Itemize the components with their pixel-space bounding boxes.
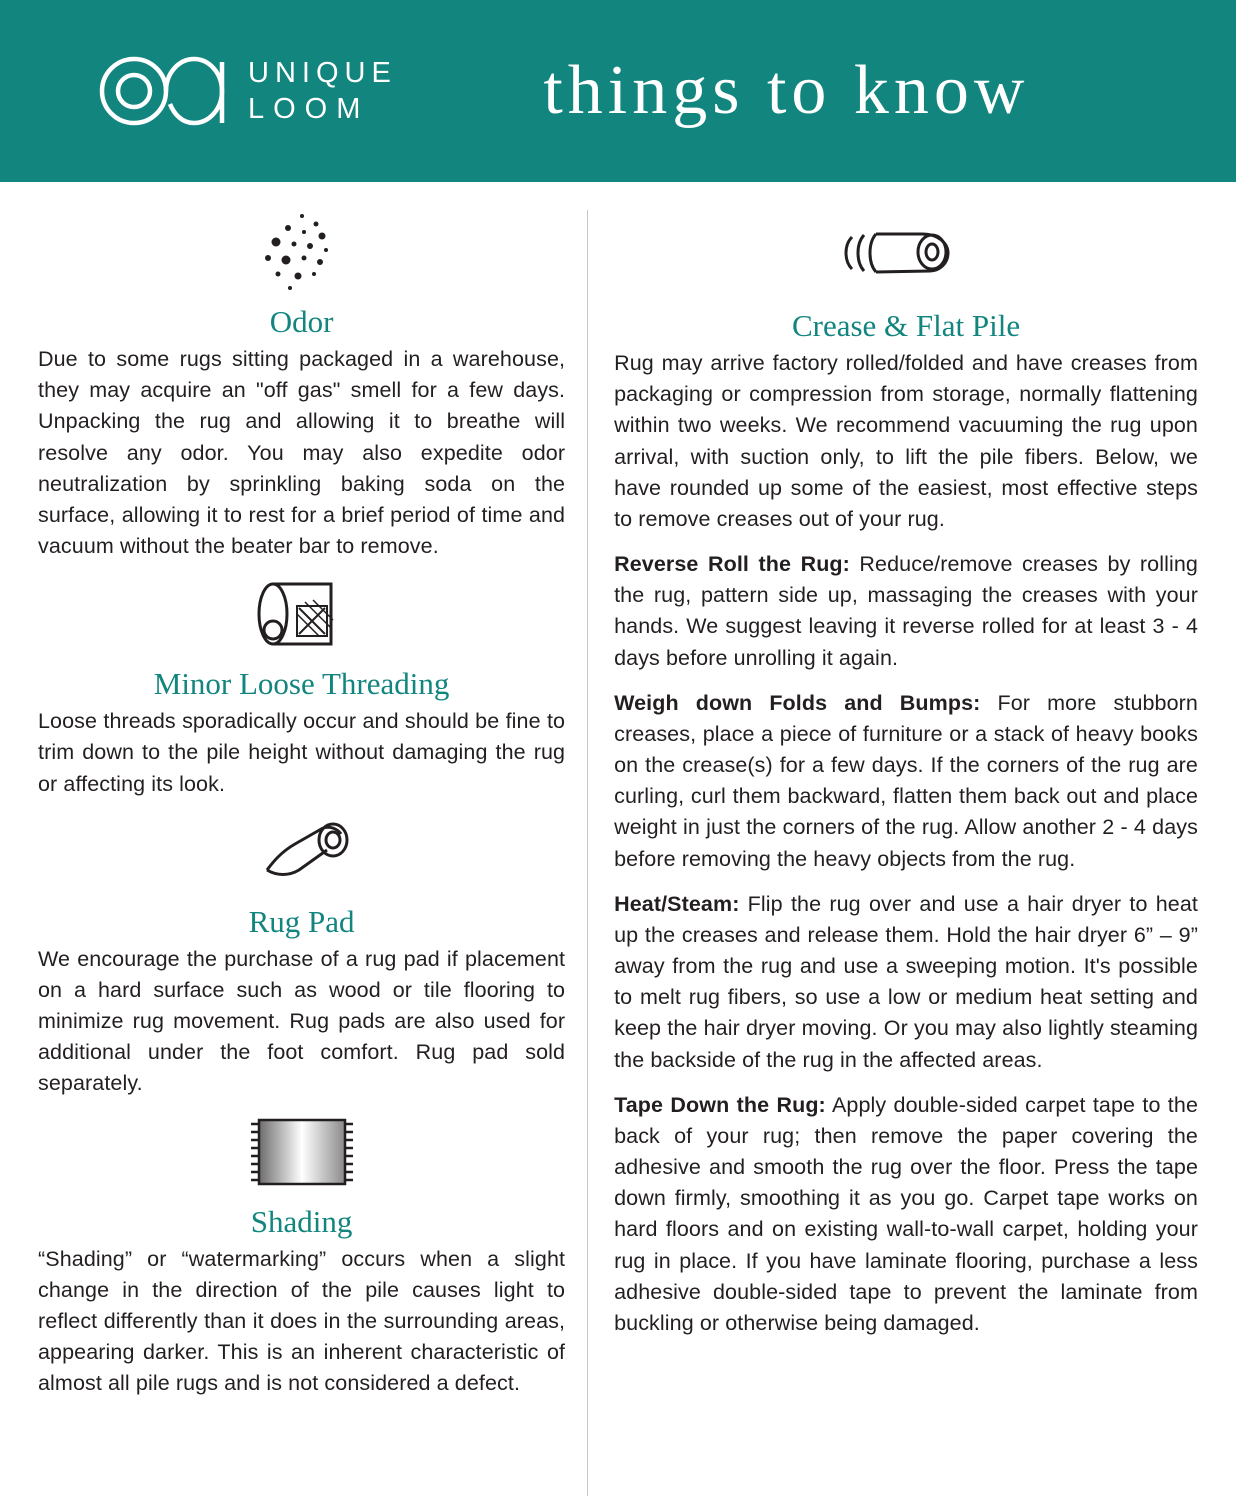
brand-line-1: UNIQUE: [248, 56, 397, 89]
section-shading: [38, 1106, 565, 1400]
tip-text-tape-down: Apply double-sided carpet tape to the back of your rug; then remove the paper covering the adhesive and smooth the rug over the floor. Press the tape down firmly, smoothing it as you go. Carpet tape works on hard floors and on existing wall-to-wall carpet, holding your rug in place. If you have laminate flooring, purchase a less adhesive double-sided tape to prevent the laminate from buckling or otherwise being damaged.: [614, 1092, 1198, 1335]
page-title: things to know: [543, 52, 1030, 129]
brand-logo: [96, 52, 397, 130]
tip-lead-tape-down: Tape Down the Rug:: [614, 1092, 826, 1117]
tip-lead-weigh-down: Weigh down Folds and Bumps:: [614, 690, 981, 715]
section-odor: [38, 206, 565, 562]
tip-weigh-down: [614, 688, 1198, 875]
rolled-rug-icon: [38, 568, 565, 660]
brand-line-2: LOOM: [248, 93, 370, 125]
tip-lead-reverse-roll: Reverse Roll the Rug:: [614, 552, 850, 577]
content-area: [0, 182, 1236, 1500]
shaded-rug-icon: [38, 1106, 565, 1198]
unique-loom-mark-icon: [96, 52, 228, 130]
column-divider: [587, 210, 588, 1496]
odor-particles-icon: [38, 206, 565, 298]
section-body-shading: “Shading” or “watermarking” occurs when a slight change in the direction of the pile causes light to reflect differently than it does in the surrounding areas, appearing darker. This is an inherent characteristic of almost all pile rugs and is not considered a defect.: [38, 1246, 566, 1396]
section-body-minor-loose-threading: Loose threads sporadically occur and should be fine to trim down to the pile height without damaging the rug or affecting its look.: [38, 709, 566, 796]
section-minor-loose-threading: [38, 568, 565, 800]
left-column: [38, 206, 587, 1500]
section-title-minor-loose-threading: Minor Loose Threading: [153, 666, 450, 702]
section-title-odor: Odor: [269, 304, 334, 339]
section-body-odor: Due to some rugs sitting packaged in a warehouse, they may acquire an "off gas" smell for a few days. Unpacking the rug and allowing it to breathe will resolve any odor. You may also expedite odor neutralization by sprinkling baking soda on the surface, allowing it to rest for a brief period of time and vacuum without the beater bar to remove.: [38, 347, 566, 559]
rug-pad-roll-icon: [38, 806, 565, 898]
curled-pile-icon: [614, 206, 1198, 302]
tip-tape-down: [614, 1090, 1198, 1339]
section-title-rug-pad: Rug Pad: [248, 903, 355, 939]
section-title-shading: Shading: [250, 1203, 353, 1239]
tip-text-weigh-down: For more stubborn creases, place a piece of furniture or a stack of heavy books on the crease(s) for a few days. If the corners of the rug are curling, curl them backward, flatten them back out and place weight in just the corners of the rug. Allow another 2 - 4 days before removing the heavy objects from the rug.: [614, 690, 1198, 871]
right-column: [610, 206, 1198, 1500]
tip-reverse-roll: [614, 549, 1198, 674]
page-header: [0, 0, 1236, 182]
tip-lead-heat-steam: Heat/Steam:: [614, 891, 740, 916]
tip-heat-steam: [614, 889, 1198, 1076]
section-rug-pad: [38, 806, 565, 1100]
section-body-rug-pad: We encourage the purchase of a rug pad if placement on a hard surface such as wood or tile flooring to minimize rug movement. Rug pads are also used for additional under the foot comfort. Rug pad sold separately.: [38, 946, 566, 1096]
brand-wordmark: [248, 55, 397, 128]
tip-text-heat-steam: Flip the rug over and use a hair dryer to heat up the creases and release them. Hold the hair dryer 6” – 9” away from the rug and use a sweeping motion. It's possible to melt rug fibers, so use a low or medium heat setting and keep the hair dryer moving. Or you may also lightly steaming the backside of the rug in the affected areas.: [614, 891, 1198, 1072]
section-title-crease-flat-pile: Crease & Flat Pile: [791, 308, 1021, 343]
crease-intro-text: Rug may arrive factory rolled/folded and have creases from packaging or compression from storage, normally flattening within two weeks. We recommend vacuuming the rug upon arrival, with suction only, to lift the pile fibers. Below, we have rounded up some of the easiest, most effective steps to remove creases out of your rug.: [614, 351, 1198, 531]
tip-text-reverse-roll: Reduce/remove creases by rolling the rug, pattern side up, massaging the creases with your hands. We suggest leaving it reverse rolled for at least 3 - 4 days before unrolling it again.: [614, 552, 1198, 670]
